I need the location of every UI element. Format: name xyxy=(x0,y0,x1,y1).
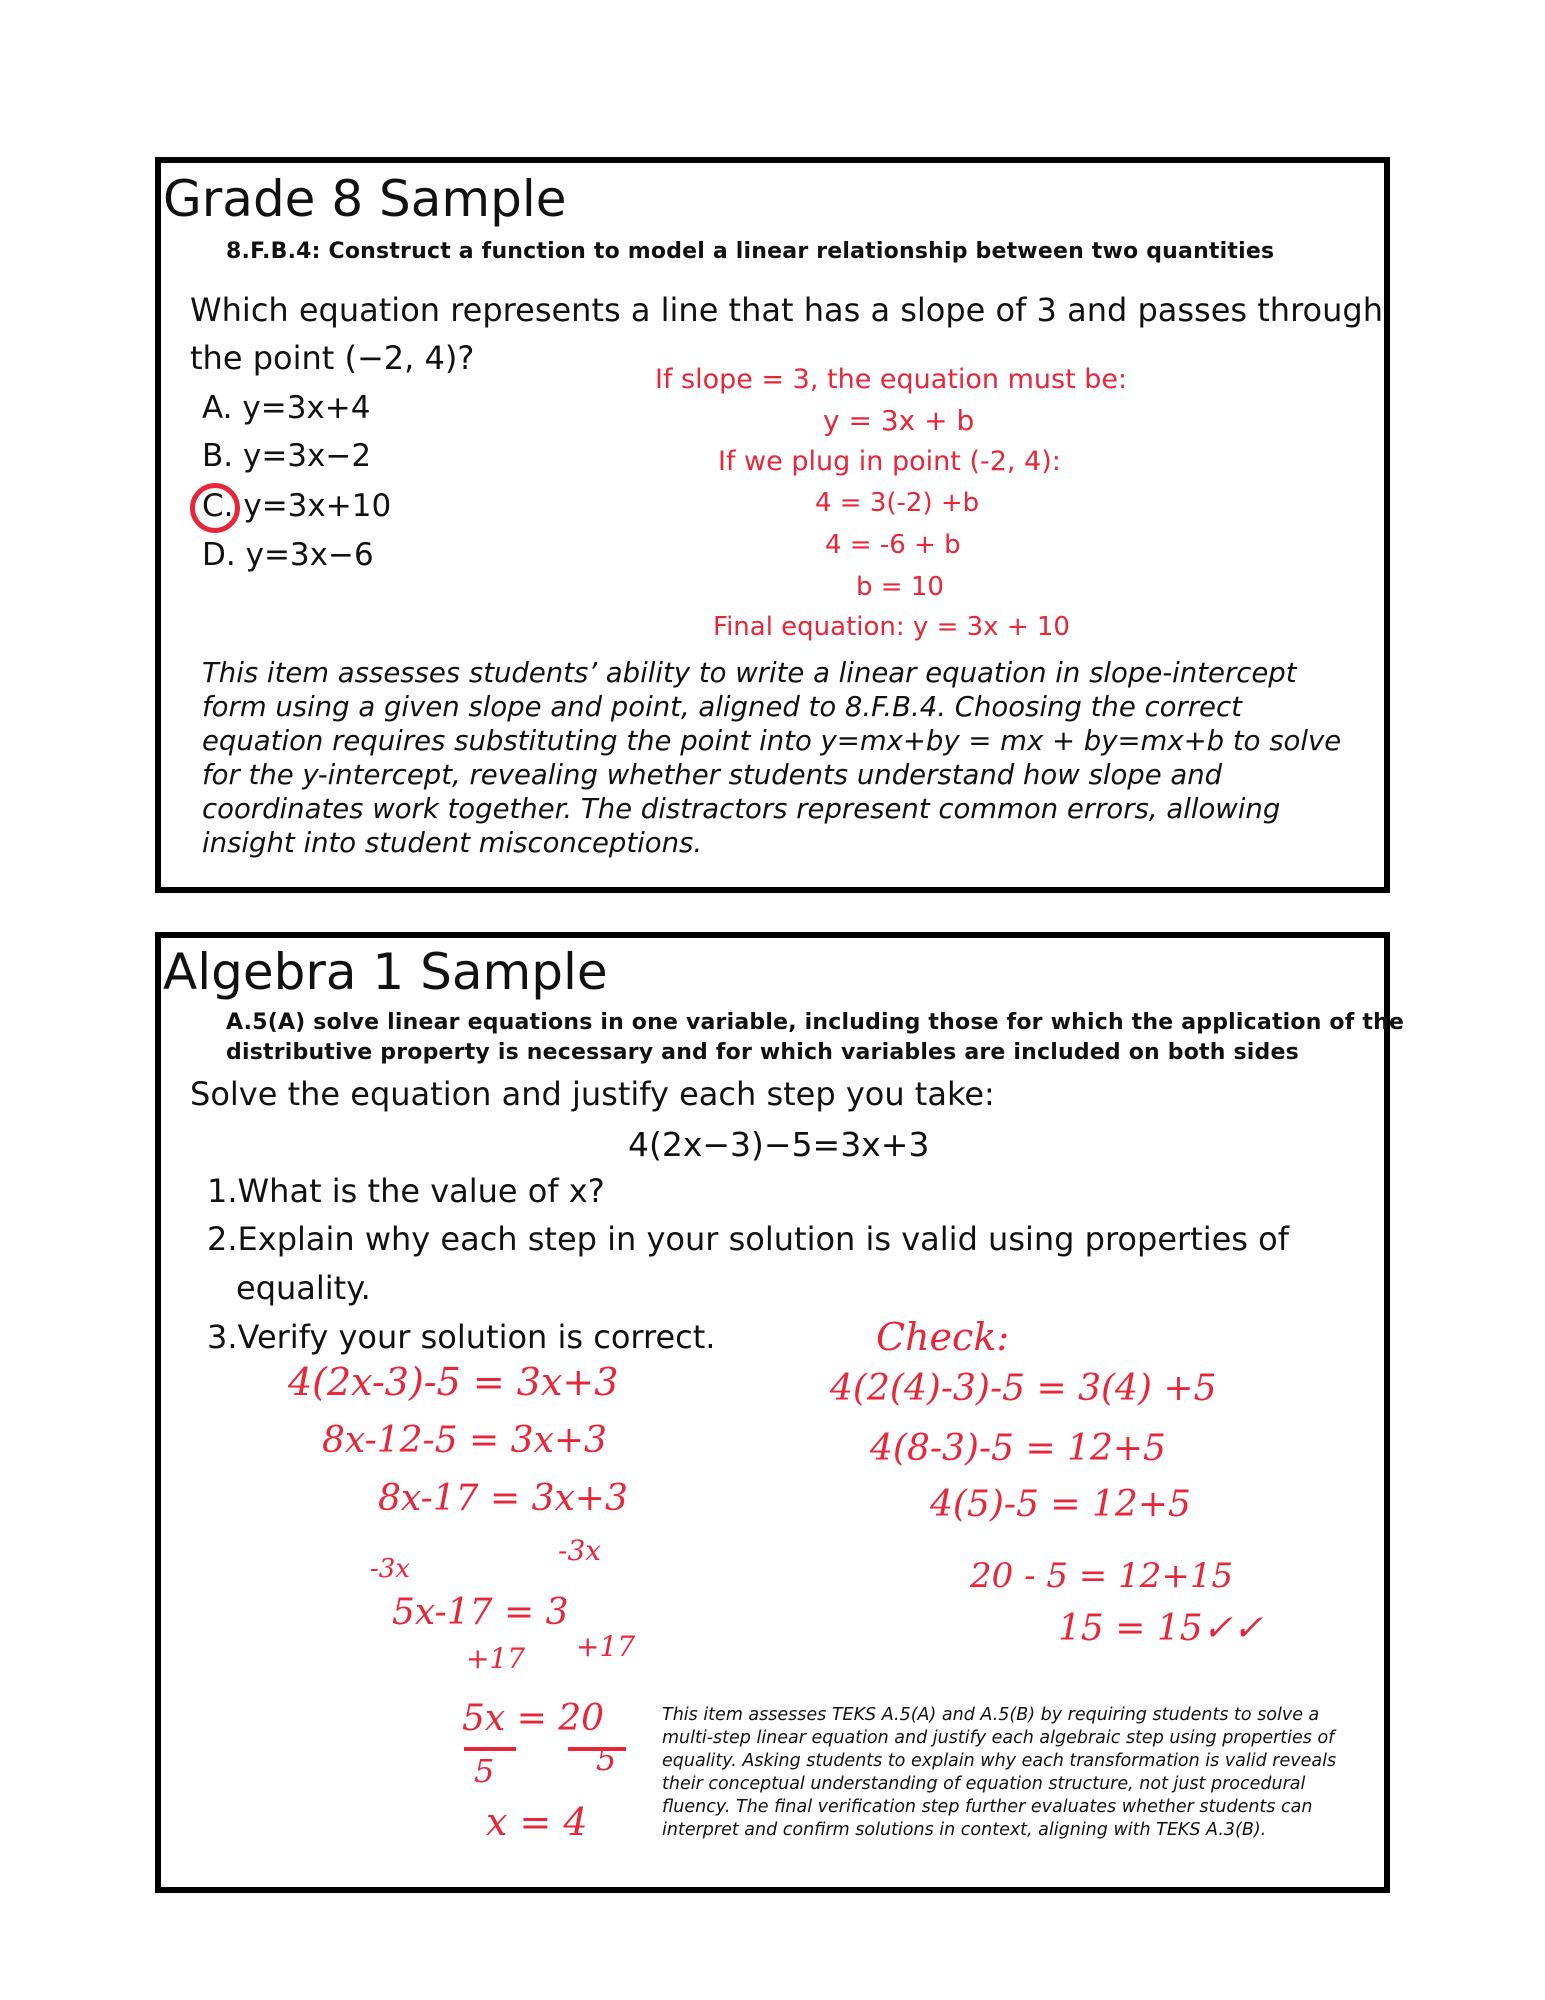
solution-step2: 8x-12-5 = 3x+3 xyxy=(322,1420,607,1461)
task-2 xyxy=(207,1215,1289,1263)
algebra1-standard-line2: distributive property is necessary and for which variables are included on both sides xyxy=(226,1040,1299,1065)
task-text: What is the value of x? xyxy=(237,1172,605,1210)
solution-add-left: +17 xyxy=(466,1642,526,1675)
grade8-work-line7: Final equation: y = 3x + 10 xyxy=(713,612,1070,642)
grade8-standard: 8.F.B.4: Construct a function to model a linear relationship between two quantities xyxy=(226,239,1275,264)
solution-add-right: +17 xyxy=(576,1630,636,1663)
task-number: 3. xyxy=(207,1318,238,1356)
solution-final: x = 4 xyxy=(486,1800,588,1844)
solution-divisor-left: 5 xyxy=(474,1752,495,1790)
grade8-work-line1: If slope = 3, the equation must be: xyxy=(655,364,1128,395)
option-text: y=3x−6 xyxy=(245,537,374,573)
fraction-bar-left xyxy=(464,1747,516,1751)
grade8-work-line4: 4 = 3(-2) +b xyxy=(815,488,980,518)
task-text: Verify your solution is correct. xyxy=(237,1318,716,1356)
solution-step3: 8x-17 = 3x+3 xyxy=(378,1478,628,1519)
task-number: 1. xyxy=(207,1172,238,1210)
task-text: Explain why each step in your solution is valid using properties of xyxy=(237,1220,1289,1258)
algebra1-standard-line1: A.5(A) solve linear equations in one variable, including those for which the application of the xyxy=(226,1010,1405,1035)
solution-divisor-right: 5 xyxy=(596,1740,617,1778)
grade8-work-line5: 4 = -6 + b xyxy=(825,530,961,560)
algebra1-equation: 4(2x−3)−5=3x+3 xyxy=(628,1125,930,1164)
algebra1-assessment-note: This item assesses TEKS A.5(A) and A.5(B) by requiring students to solve a multi-step linear equation and justify each algebraic step using properties of equality. Asking students to explain why each transformation is valid reveals their conceptual understanding of equation structure, not just procedural fluency. The final verification step further evaluates whether students can interpret and confirm solutions in context, aligning with TEKS A.3(B). xyxy=(662,1705,1337,1840)
grade8-work-line2: y = 3x + b xyxy=(823,404,975,437)
option-letter: D. xyxy=(202,537,236,573)
algebra1-prompt: Solve the equation and justify each step you take: xyxy=(190,1075,995,1113)
algebra1-title: Algebra 1 Sample xyxy=(163,943,608,1001)
check-heading: Check: xyxy=(876,1315,1010,1359)
solution-step4: 5x-17 = 3 xyxy=(392,1592,569,1633)
option-letter: C. xyxy=(202,488,234,524)
task-1 xyxy=(207,1167,605,1215)
grade8-work-line3: If we plug in point (-2, 4): xyxy=(718,446,1061,477)
option-text: y=3x+10 xyxy=(243,488,392,524)
check-step1: 4(2(4)-3)-5 = 3(4) +5 xyxy=(830,1368,1217,1409)
option-a xyxy=(202,388,370,428)
option-text: y=3x−2 xyxy=(242,438,372,474)
grade8-title: Grade 8 Sample xyxy=(163,170,567,228)
check-step4: 20 - 5 = 12+15 xyxy=(970,1556,1234,1596)
grade8-work-line6: b = 10 xyxy=(856,572,944,602)
solution-subtract-left: -3x xyxy=(370,1554,410,1584)
selected-answer-circle xyxy=(190,483,240,533)
grade8-question-line2: the point (−2, 4)? xyxy=(190,339,475,377)
solution-subtract-right: -3x xyxy=(558,1534,602,1567)
grade8-question-line1: Which equation represents a line that has a slope of 3 and passes through xyxy=(190,291,1383,329)
grade8-assessment-note: This item assesses students’ ability to write a linear equation in slope-intercept form using a given slope and point, aligned to 8.F.B.4. Choosing the correct equation requires substituting the point into y=mx+by = mx + by=mx+b to solve for the y-intercept, revealing whether students understand how slope and coordinates work together. The distractors represent common errors, allowing insight into student misconceptions. xyxy=(202,657,1342,859)
option-text: y=3x+4 xyxy=(242,390,371,426)
option-b xyxy=(202,436,371,476)
check-step3: 4(5)-5 = 12+5 xyxy=(930,1484,1191,1525)
option-letter: B. xyxy=(202,438,234,474)
solution-step5: 5x = 20 xyxy=(462,1698,605,1739)
task-3 xyxy=(207,1313,715,1361)
task-2-continued: equality. xyxy=(236,1269,371,1307)
check-result: 15 = 15✓✓ xyxy=(1058,1608,1263,1649)
option-letter: A. xyxy=(202,390,233,426)
check-step2: 4(8-3)-5 = 12+5 xyxy=(870,1428,1166,1469)
task-number: 2. xyxy=(207,1220,238,1258)
solution-step1: 4(2x-3)-5 = 3x+3 xyxy=(288,1360,619,1404)
option-d xyxy=(202,535,374,575)
